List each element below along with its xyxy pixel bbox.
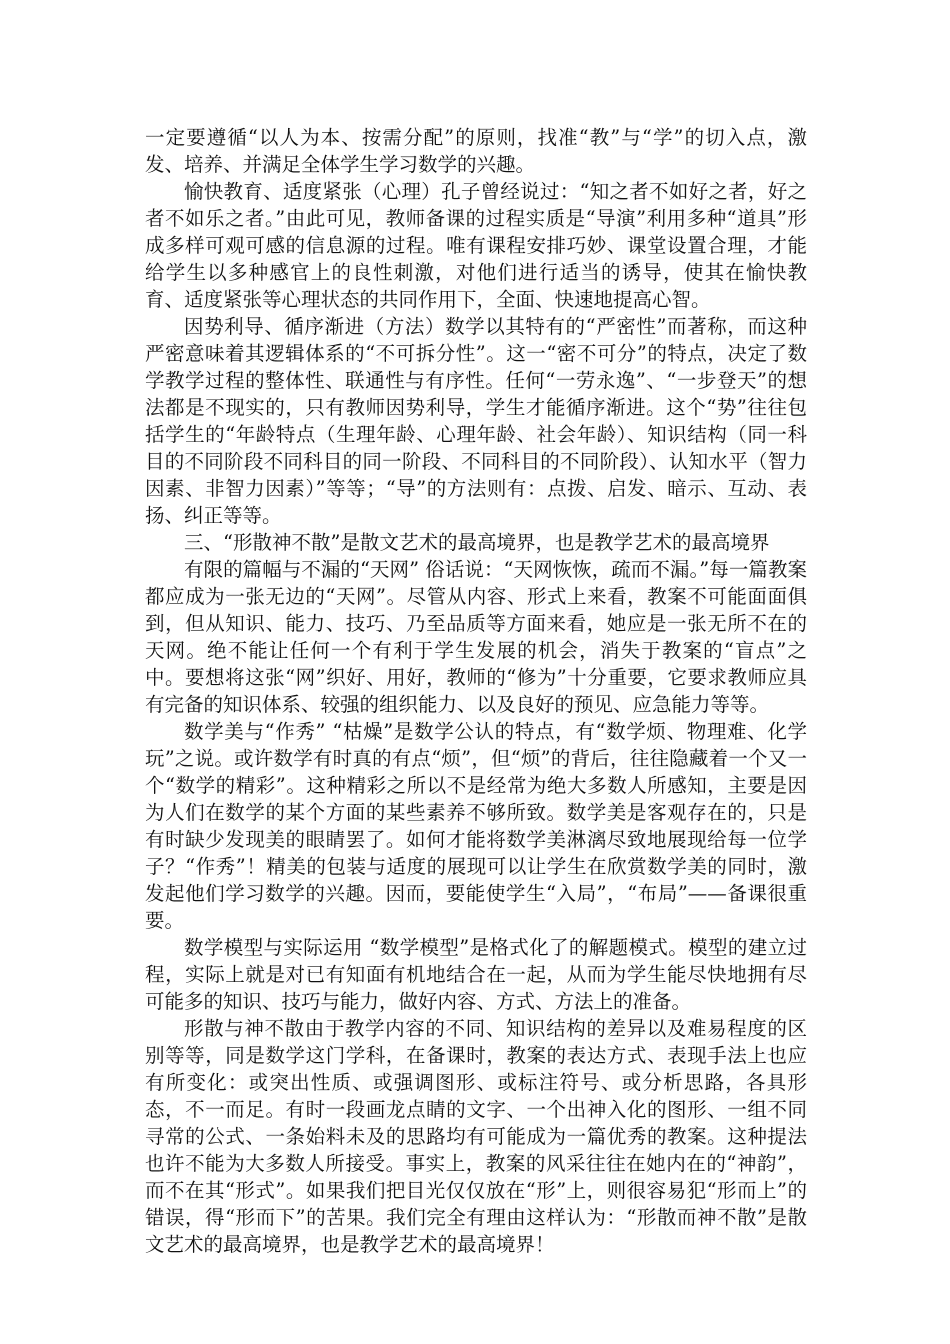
paragraph-2: 愉快教育、适度紧张（心理）孔子曾经说过：“知之者不如好之者，好之者不如乐之者。”由此可见，教师备课的过程实质是“导演”利用多种“道具”形成多样可观可感的信息源的过程。唯有课程安排巧妙、课堂设置合理，才能给学生以多种感官上的良性刺激，对他们进行适当的诱导，使其在愉快教育、适度紧张等心理状态的共同作用下，全面、快速地提高心智。 <box>145 180 807 311</box>
paragraph-4: 有限的篇幅与不漏的“天网” 俗话说：“天网恢恢，疏而不漏。”每一篇教案都应成为一张无边的“天网”。尽管从内容、形式上来看，教案不可能面面俱到，但从知识、能力、技巧、乃至品质等方面来看，她应是一张无所不在的天网。绝不能让任何一个有利于学生发展的机会，消失于教案的“盲点”之中。要想将这张“网”织好、用好，教师的“修为”十分重要，它要求教师应具有完备的知识体系、较强的组织能力、以及良好的预见、应急能力等等。 <box>145 558 807 716</box>
section-heading: 三、“形散神不散”是散文艺术的最高境界，也是教学艺术的最高境界 <box>184 531 770 554</box>
paragraph-5: 数学美与“作秀” “枯燥”是数学公认的特点，有“数学烦、物理难、化学玩”之说。或许数学有时真的有点“烦”，但“烦”的背后，往往隐藏着一个又一个“数学的精彩”。这种精彩之所以不是经常为绝大多数人所感知，主要是因为人们在数学的某个方面的某些素养不够所致。数学美是客观存在的，只是有时缺少发现美的眼睛罢了。如何才能将数学美淋漓尽致地展现给每一位学子？“作秀”！精美的包装与适度的展现可以让学生在欣赏数学美的同时，激发起他们学习数学的兴趣。因而，要能使学生“入局”，“布局”——备课很重要。 <box>145 720 807 932</box>
paragraph-6: 数学模型与实际运用 “数学模型”是格式化了的解题模式。模型的建立过程，实际上就是对已有知面有机地结合在一起，从而为学生能尽快地拥有尽可能多的知识、技巧与能力，做好内容、方式、方法上的准备。 <box>145 936 807 1013</box>
paragraph-3: 因势利导、循序渐进（方法）数学以其特有的“严密性”而著称，而这种严密意味着其逻辑体系的“不可拆分性”。这一“密不可分”的特点，决定了数学教学过程的整体性、联通性与有序性。任何“一劳永逸”、“一步登天”的想法都是不现实的，只有教师因势利导，学生才能循序渐进。这个“势”往往包括学生的“年龄特点（生理年龄、心理年龄、社会年龄）、知识结构（同一科目的不同阶段不同科目的同一阶段、不同科目的不同阶段）、认知水平（智力因素、非智力因素）”等等；“导”的方法则有：点拨、启发、暗示、互动、表扬、纠正等等。 <box>145 315 807 527</box>
paragraph-7: 形散与神不散由于教学内容的不同、知识结构的差异以及难易程度的区别等等，同是数学这门学科，在备课时，教案的表达方式、表现手法上也应有所变化：或突出性质、或强调图形、或标注符号、或分析思路，各具形态，不一而足。有时一段画龙点睛的文字、一个出神入化的图形、一组不同寻常的公式、一条始料未及的思路均有可能成为一篇优秀的教案。这种提法也许不能为大多数人所接受。事实上，教案的风采往往在她内在的“神韵”，而不在其“形式”。如果我们把目光仅仅放在“形”上，则很容易犯“形而上”的错误，得“形而下”的苦果。我们完全有理由这样认为：“形散而神不散”是散文艺术的最高境界，也是教学艺术的最高境界！ <box>145 1017 807 1256</box>
document-body <box>145 124 807 1258</box>
paragraph-1: 一定要遵循“以人为本、按需分配”的原则，找准“教”与“学”的切入点，激发、培养、并满足全体学生学习数学的兴趣。 <box>145 126 807 176</box>
